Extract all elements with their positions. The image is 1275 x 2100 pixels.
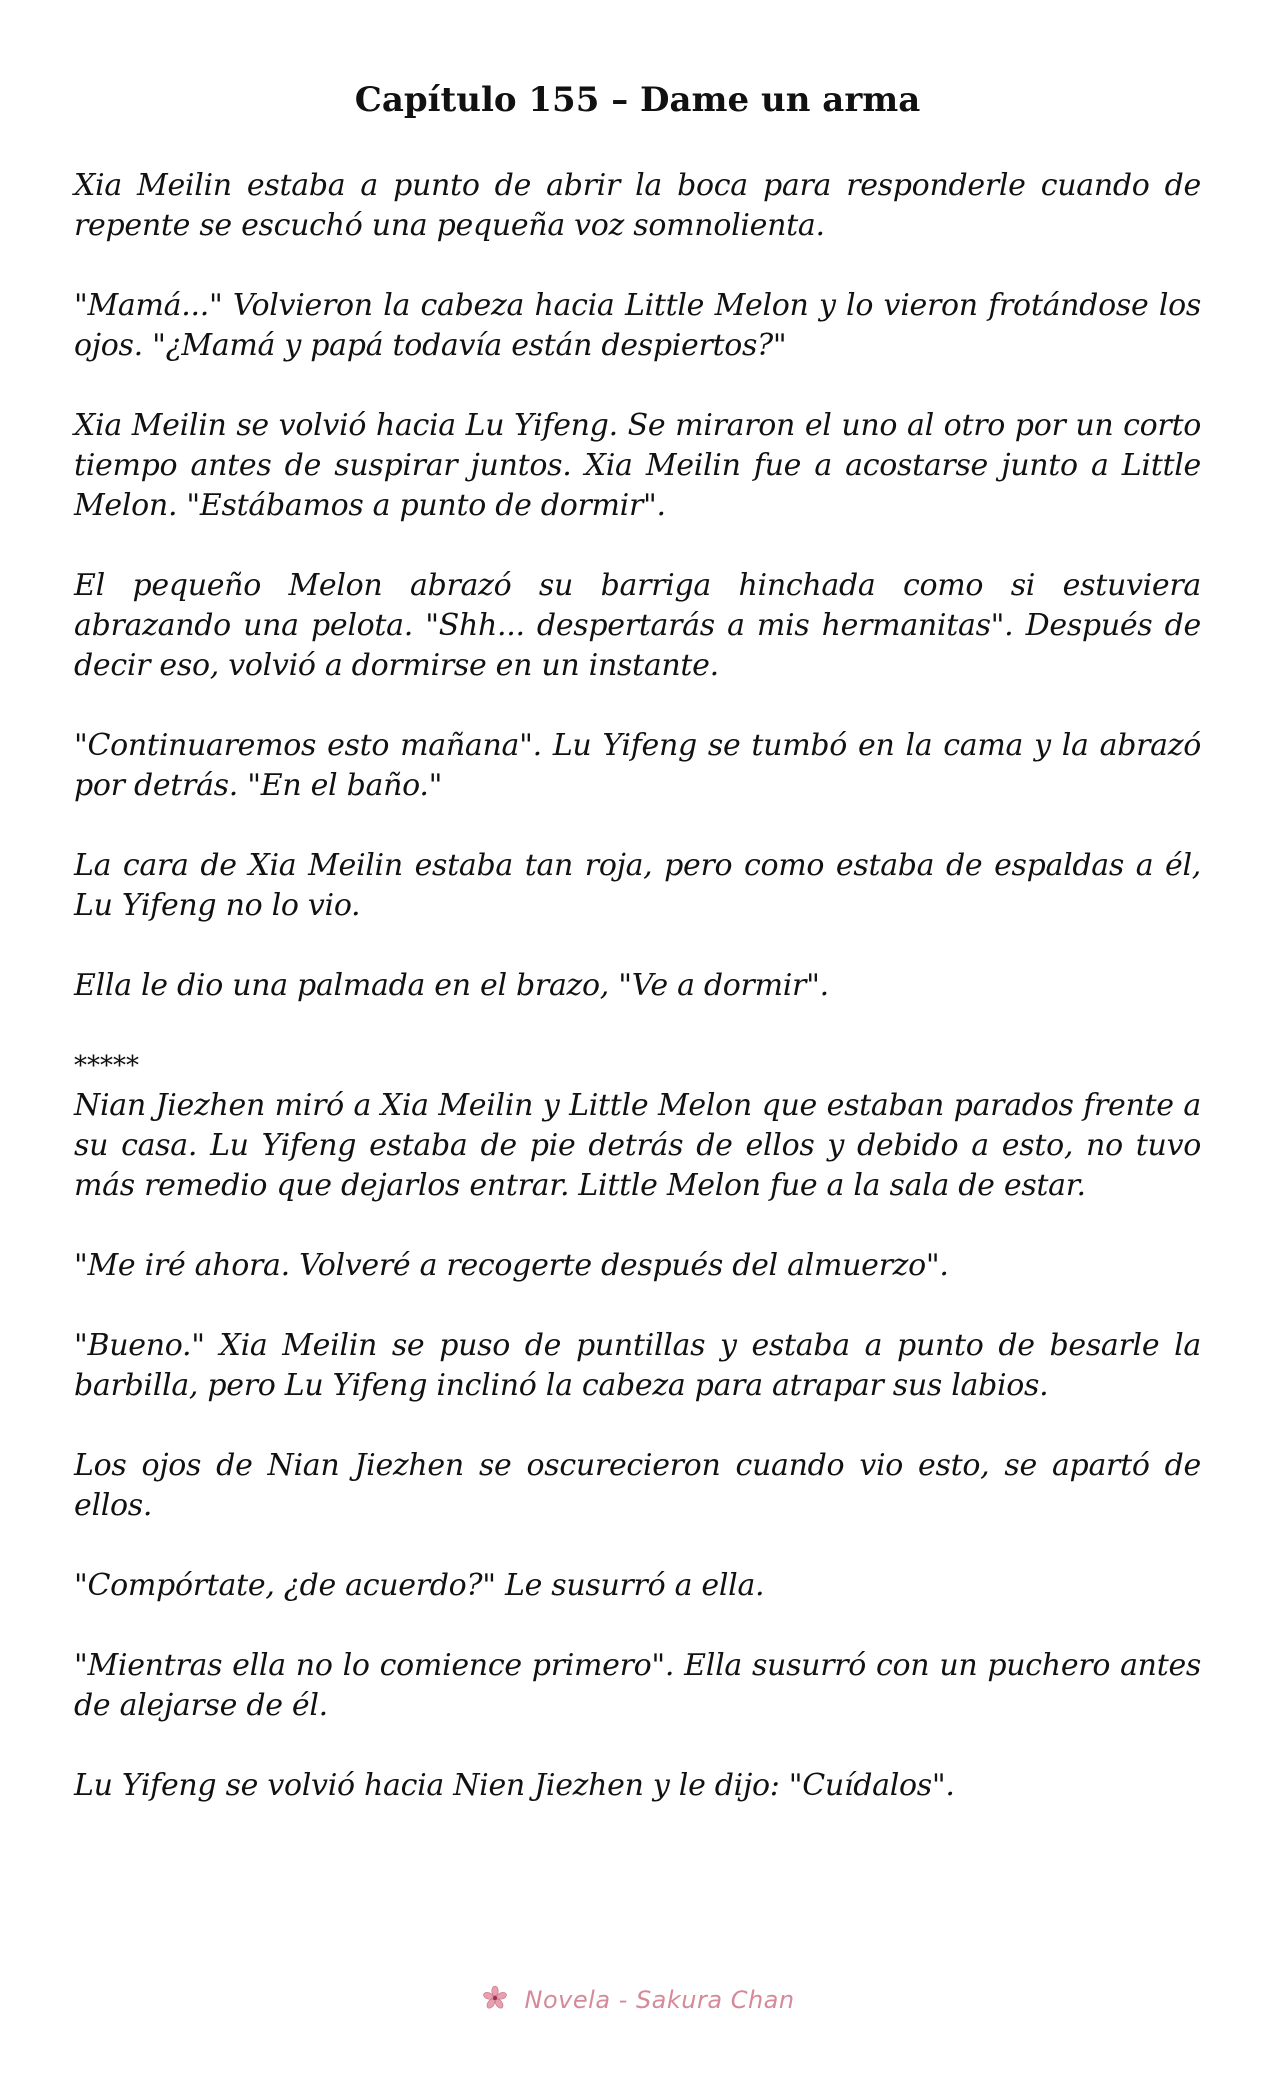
paragraph: "Me iré ahora. Volveré a recogerte después del almuerzo". [74,1248,949,1283]
paragraph: Ella le dio una palmada en el brazo, "Ve a dormir". [74,968,829,1003]
paragraph: El pequeño Melon abrazó su barriga hinchada como si estuviera abrazando una pelota. "Shh... despertarás a mis hermanitas". Después de decir eso, volvió a dormirse en un instante. [74,568,1201,683]
paragraph: "Continuaremos esto mañana". Lu Yifeng se tumbó en la cama y la abrazó por detrás. "En el baño." [74,728,1201,803]
paragraph: Nian Jiezhen miró a Xia Meilin y Little Melon que estaban parados frente a su casa. Lu Yifeng estaba de pie detrás de ellos y debido a esto, no tuvo más remedio que dejarlos entrar. Little Melon fue a la sala de estar. [74,1088,1201,1203]
watermark-text: Novela - Sakura Chan [524,1986,795,2014]
paragraph: "Mamá..." Volvieron la cabeza hacia Little Melon y lo vieron frotándose los ojos. "¿Mamá y papá todavía están despiertos?" [74,288,1201,363]
scene-separator: ***** [74,1051,139,1081]
chapter-title: Capítulo 155 – Dame un arma [354,80,921,120]
paragraph: "Bueno." Xia Meilin se puso de puntillas y estaba a punto de besarle la barbilla, pero Lu Yifeng inclinó la cabeza para atrapar sus labios. [74,1328,1201,1403]
document-page [74,74,1201,1846]
sakura-flower-icon [480,1983,510,2019]
paragraph: Lu Yifeng se volvió hacia Nien Jiezhen y le dijo: "Cuídalos". [74,1768,955,1803]
paragraph: Xia Meilin se volvió hacia Lu Yifeng. Se miraron el uno al otro por un corto tiempo antes de suspirar juntos. Xia Meilin fue a acostarse junto a Little Melon. "Estábamos a punto de dormir". [74,408,1201,523]
paragraph: Los ojos de Nian Jiezhen se oscurecieron cuando vio esto, se apartó de ellos. [74,1448,1201,1523]
paragraph: Xia Meilin estaba a punto de abrir la boca para responderle cuando de repente se escuchó una pequeña voz somnolienta. [74,168,1201,243]
paragraph: La cara de Xia Meilin estaba tan roja, pero como estaba de espaldas a él, Lu Yifeng no lo vio. [74,848,1201,923]
paragraph: "Mientras ella no lo comience primero". Ella susurró con un puchero antes de alejarse de él. [74,1648,1201,1723]
paragraph: "Compórtate, ¿de acuerdo?" Le susurró a ella. [74,1568,765,1603]
watermark-footer [0,1983,1275,2019]
